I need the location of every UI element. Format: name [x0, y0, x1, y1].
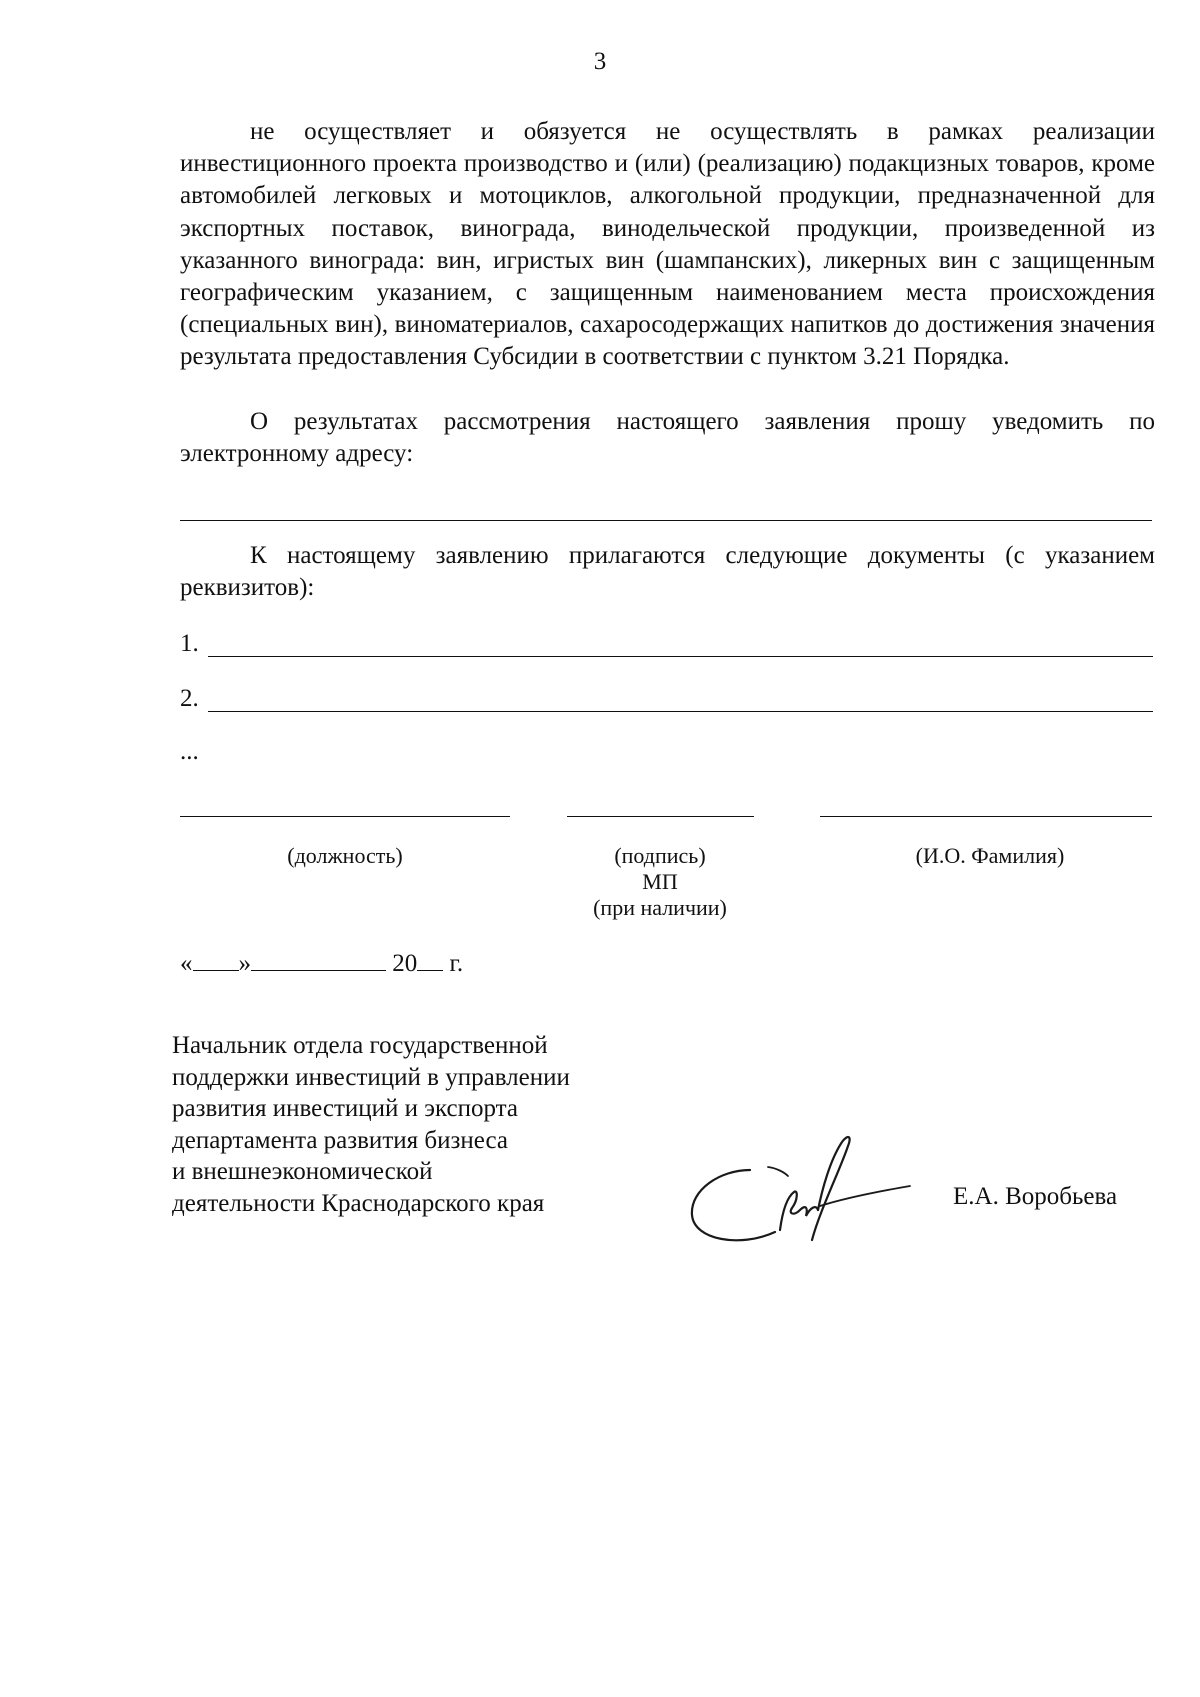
stamp-note: (при наличии)	[593, 895, 727, 920]
position-caption: (должность)	[287, 843, 403, 868]
signature-caption: (подпись)	[614, 843, 706, 868]
position-fill-line	[180, 816, 510, 817]
attachment-ellipsis: ...	[180, 738, 199, 765]
signatory-title-line: развития инвестиций и экспорта	[172, 1095, 518, 1122]
date-line	[180, 948, 463, 978]
signatory-title-line: Начальник отдела государственной	[172, 1032, 548, 1059]
date-close-quote: »	[238, 950, 251, 977]
signatory-title-line: деятельности Краснодарского края	[172, 1189, 545, 1217]
signature-stamp-captions	[560, 843, 760, 921]
signatory-title	[172, 1030, 652, 1219]
year-prefix: 20	[392, 950, 418, 977]
year-blank	[417, 948, 443, 971]
attachment-item-1-number: 1.	[180, 630, 199, 657]
obligation-paragraph: не осуществляет и обязуется не осуществлять в рамках реализации инвестиционного проекта производство и (или) (реализацию) подакцизных товаров, кроме автомобилей легковых и мотоциклов, алкогольной продукции, предназначенной для экспортных поставок, винограда, винодельческой продукции, произведенной из указанного винограда: вин, игристых вин (шампанских), ликерных вин с защищенным географическим указанием, с защищенным наименованием места происхождения (специальных вин), виноматериалов, сахаросодержащих напитков до достижения значения результата предоставления Субсидии в соответствии с пунктом 3.21 Порядка.	[180, 118, 1155, 371]
attachment-item-1-line	[208, 656, 1153, 657]
day-blank	[193, 948, 239, 971]
attachment-item-2-line	[208, 711, 1153, 712]
date-open-quote: «	[180, 950, 193, 977]
name-caption: (И.О. Фамилия)	[915, 843, 1065, 868]
signature-fill-line	[567, 816, 754, 817]
attachment-item-2-number: 2.	[180, 685, 199, 712]
notify-paragraph: О результатах рассмотрения настоящего заявления прошу уведомить по электронному адресу:	[180, 408, 1155, 468]
handwritten-signature	[680, 1120, 930, 1270]
signatory-title-line: и внешнеэкономической	[172, 1158, 433, 1185]
year-suffix: г.	[449, 950, 464, 977]
attachments-paragraph: К настоящему заявлению прилагаются следующие документы (с указанием реквизитов):	[180, 542, 1155, 602]
page-number: 3	[593, 48, 607, 75]
name-fill-line	[820, 816, 1152, 817]
signatory-title-line: поддержки инвестиций в управлении	[172, 1063, 570, 1091]
signatory-name: Е.А. Воробьева	[953, 1183, 1118, 1210]
email-fill-line	[180, 520, 1152, 521]
month-blank	[251, 948, 386, 971]
stamp-caption: МП	[642, 869, 678, 894]
signatory-title-line: департамента развития бизнеса	[172, 1126, 508, 1154]
